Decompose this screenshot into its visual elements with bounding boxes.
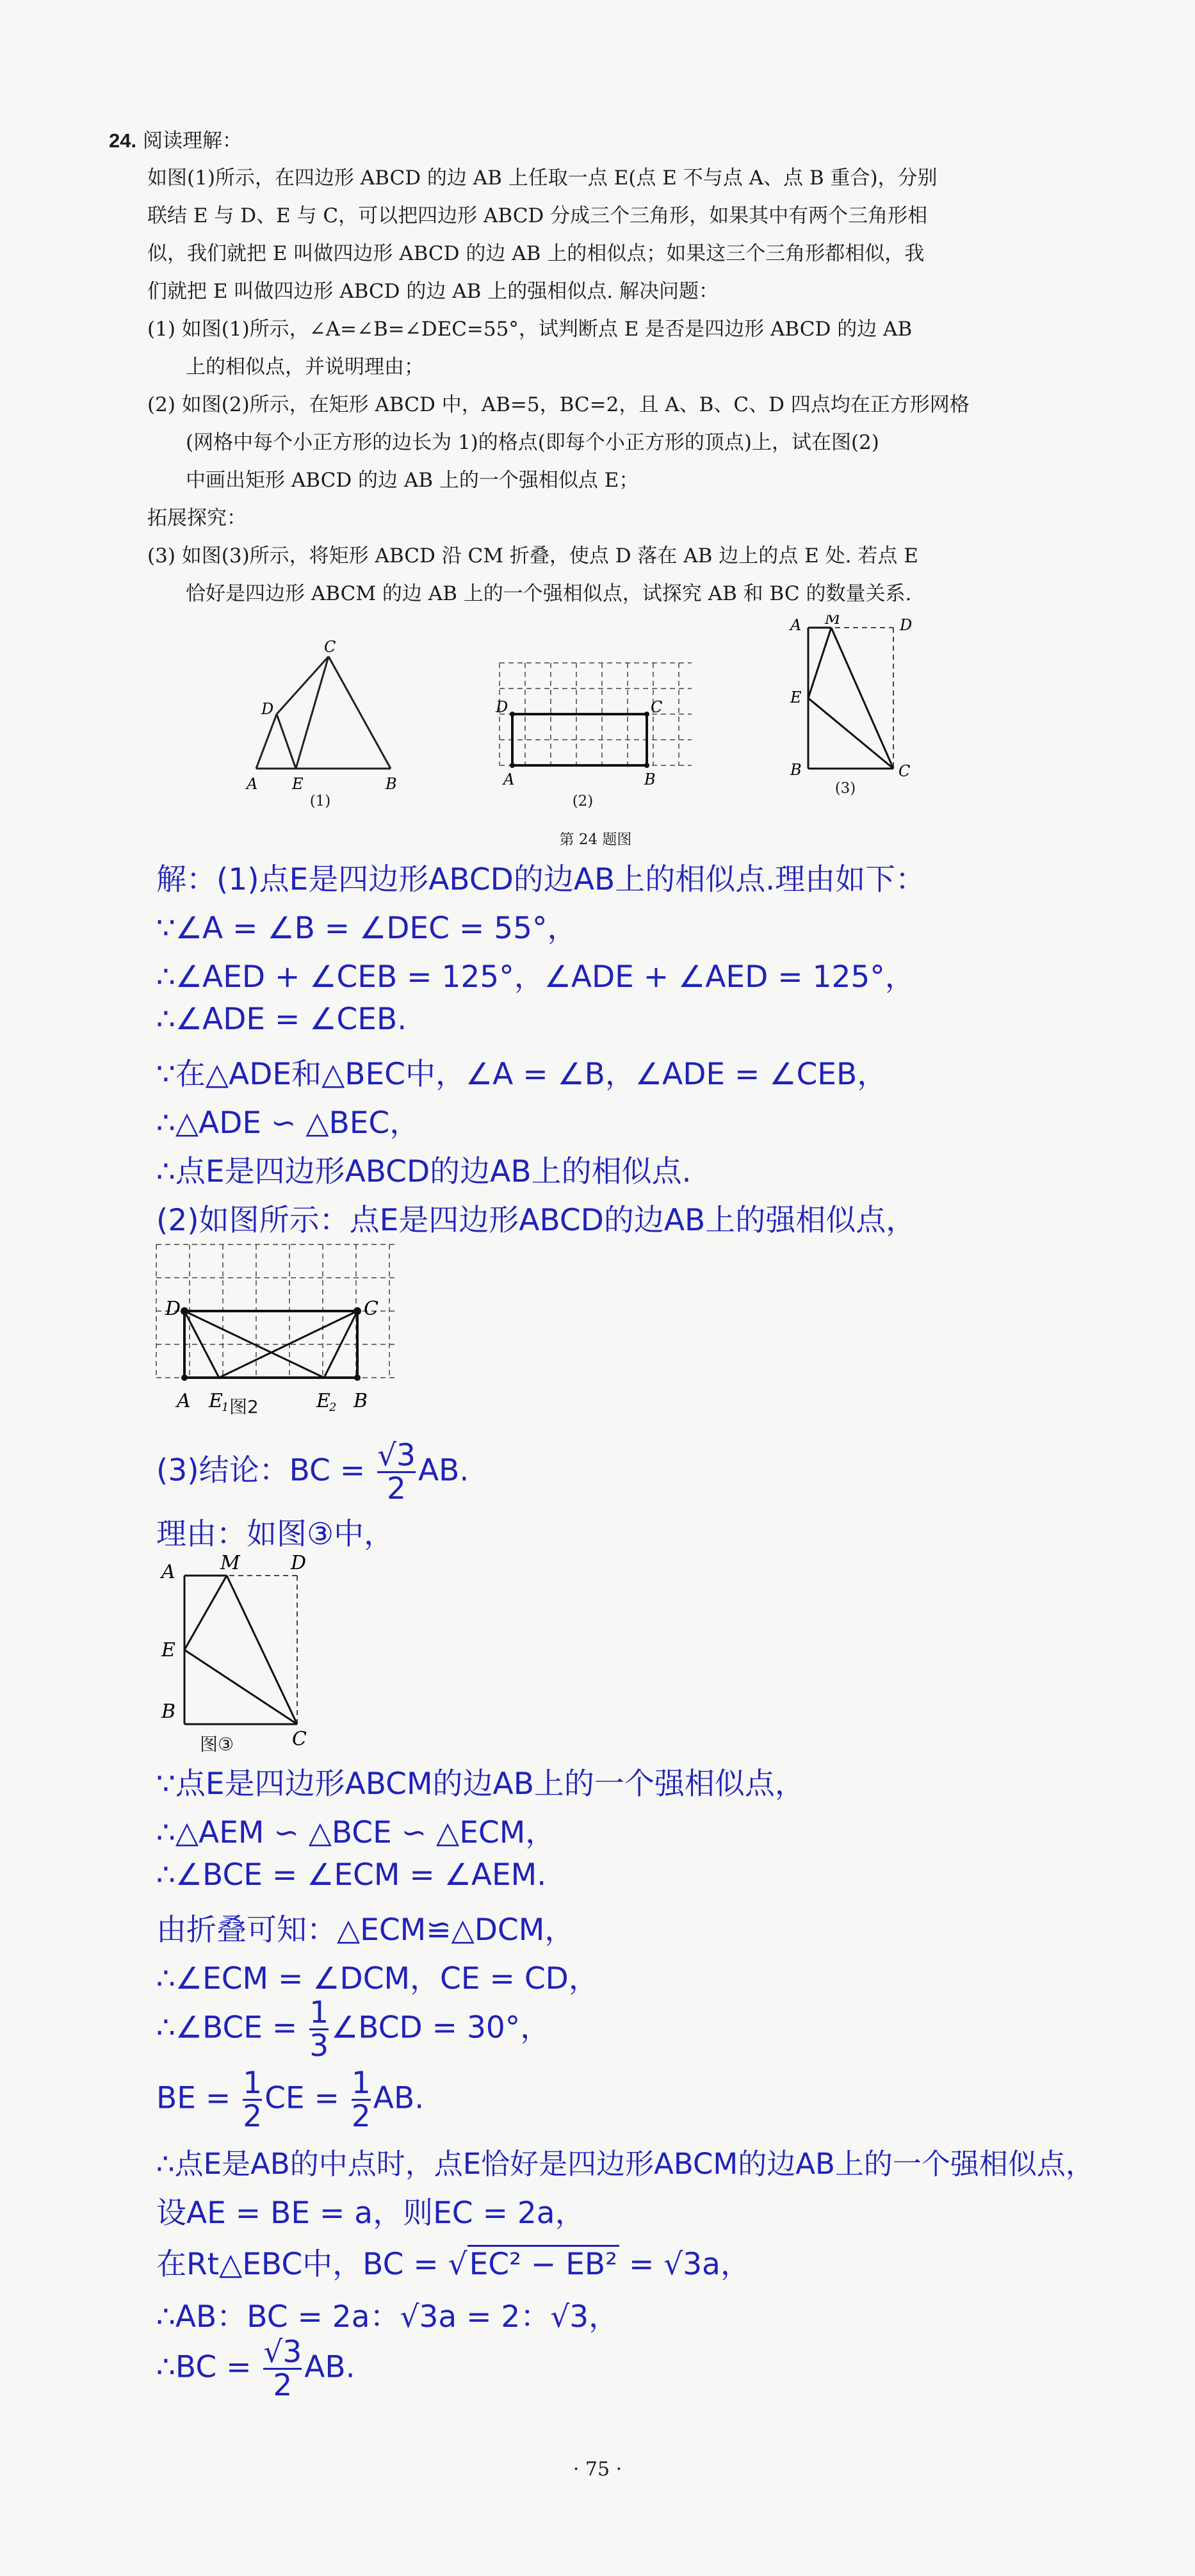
figure-3-caption: (3) — [834, 780, 856, 797]
svg-text:B: B — [386, 775, 397, 793]
svg-text:D: D — [496, 698, 508, 716]
solution-line-7: ∴点E是四边形ABCD的边AB上的相似点. — [156, 1154, 692, 1189]
radicand: EC² − EB² — [467, 2245, 619, 2282]
solution-figure-3-label: 图③ — [200, 1734, 234, 1755]
svg-text:E: E — [292, 775, 304, 793]
solution-line-16 — [156, 1997, 550, 2062]
svg-text:2: 2 — [329, 1401, 337, 1414]
svg-text:C: C — [651, 698, 663, 716]
svg-text:B: B — [790, 761, 802, 779]
fraction-sqrt3-over-2-final — [263, 2336, 302, 2402]
question-line-1: 如图(1)所示，在四边形 ABCD 的边 AB 上任取一点 E(点 E 不与点 A、点 B 重合)，分别 — [147, 167, 938, 190]
figure-1-diagram — [243, 640, 410, 813]
solution-line-16-prefix: ∴∠BCE = — [156, 2010, 307, 2046]
solution-line-21: ∴AB：BC = 2a：√3a = 2：√3， — [156, 2299, 619, 2335]
svg-text:C: C — [364, 1298, 378, 1320]
fraction-1-over-2-first — [243, 2067, 262, 2133]
part2-line-2: (网格中每个小正方形的边长为 1)的格点(即每个小正方形的顶点)上，试在图(2) — [186, 431, 879, 454]
solution-figure-2 — [151, 1239, 407, 1431]
solution-line-13: ∴∠BCE = ∠ECM = ∠AEM. — [156, 1857, 547, 1893]
svg-text:E: E — [790, 689, 802, 706]
fraction-denominator: 2 — [243, 2099, 263, 2135]
page-number: · 75 · — [573, 2458, 622, 2481]
svg-text:D: D — [261, 700, 274, 718]
svg-text:D: D — [900, 616, 913, 634]
solution-line-5: ∵在△ADE和△BEC中，∠A = ∠B，∠ADE = ∠CEB， — [156, 1057, 888, 1092]
svg-text:B: B — [644, 770, 656, 788]
svg-text:M: M — [220, 1552, 240, 1574]
question-figure-3 — [781, 615, 935, 813]
question-title: 阅读理解： — [142, 129, 242, 152]
svg-text:E: E — [209, 1390, 223, 1412]
solution-line-17 — [156, 2067, 424, 2133]
solution-line-4: ∴∠ADE = ∠CEB. — [156, 1002, 407, 1037]
svg-text:A: A — [790, 616, 802, 634]
solution-line-14: 由折叠可知：△ECM≌△DCM， — [156, 1912, 575, 1948]
solution-line-17-c: AB. — [373, 2080, 425, 2116]
fraction-numerator: 1 — [351, 2066, 371, 2101]
figure-2-caption: (2) — [572, 793, 594, 810]
svg-text:M: M — [825, 615, 841, 628]
solution-line-15: ∴∠ECM = ∠DCM，CE = CD， — [156, 1961, 599, 1996]
fraction-denominator: 2 — [377, 1471, 416, 1504]
solution-line-17-a: BE = — [156, 2080, 241, 2116]
question-line-4: 们就把 E 叫做四边形 ABCD 的边 AB 上的强相似点. 解决问题： — [147, 280, 719, 303]
fraction-1-over-3 — [309, 1997, 329, 2062]
solution-line-18: ∴点E是AB的中点时，点E恰好是四边形ABCM的边AB上的一个强相似点， — [156, 2147, 1094, 2181]
solution-line-6: ∴△ADE ∽ △BEC， — [156, 1105, 420, 1141]
part3-line-1: (3) 如图(3)所示，将矩形 ABCD 沿 CM 折叠，使点 D 落在 AB 边上的点 E 处. 若点 E — [147, 544, 918, 567]
fraction-denominator: 2 — [263, 2368, 302, 2401]
solution-line-20-prefix: 在Rt△EBC中，BC = √ — [156, 2247, 467, 2282]
question-line-2: 联结 E 与 D、E 与 C，可以把四边形 ABCD 分成三个三角形，如果其中有两个三角形相 — [147, 204, 928, 227]
question-header — [109, 122, 242, 160]
svg-text:E: E — [161, 1639, 175, 1661]
fraction-numerator: √3 — [377, 1438, 416, 1473]
solution-line-1: 解：(1)点E是四边形ABCD的边AB上的相似点.理由如下： — [156, 862, 926, 897]
solution-line-11: ∵点E是四边形ABCM的边AB上的一个强相似点， — [156, 1766, 805, 1802]
svg-text:A: A — [177, 1390, 191, 1412]
fraction-denominator: 3 — [309, 2028, 329, 2064]
figure-title: 第 24 题图 — [559, 831, 632, 848]
solution-figure-3-diagram — [151, 1550, 318, 1755]
fraction-sqrt3-over-2 — [377, 1440, 416, 1505]
figure-1-caption: (1) — [309, 793, 331, 810]
svg-text:B: B — [354, 1390, 368, 1412]
fraction-numerator: 1 — [243, 2066, 263, 2101]
svg-text:A: A — [503, 770, 515, 788]
extension-heading: 拓展探究： — [147, 507, 247, 530]
solution-line-2: ∵∠A = ∠B = ∠DEC = 55°， — [156, 911, 578, 946]
part3-line-2: 恰好是四边形 ABCM 的边 AB 上的一个强相似点，试探究 AB 和 BC 的数量关系. — [186, 582, 912, 605]
solution-line-19: 设AE = BE = a，则EC = 2a， — [156, 2196, 585, 2231]
solution-line-22 — [156, 2336, 355, 2402]
question-figure-1 — [243, 640, 410, 813]
solution-line-10: 理由：如图③中， — [156, 1517, 394, 1552]
part2-line-1: (2) 如图(2)所示，在矩形 ABCD 中，AB=5，BC=2，且 A、B、C、D 四点均在正方形网格 — [147, 393, 970, 416]
fraction-numerator: √3 — [263, 2335, 302, 2370]
solution-figure-2-label: 图2 — [229, 1396, 259, 1417]
fraction-numerator: 1 — [309, 1995, 329, 2030]
figure-3-diagram — [781, 615, 935, 794]
solution-line-9 — [156, 1440, 469, 1505]
fraction-1-over-2-second — [352, 2067, 371, 2133]
solution-figure-3 — [151, 1550, 318, 1755]
figure-2-grid — [487, 653, 704, 801]
solution-line-9-prefix: (3)结论：BC = — [156, 1453, 375, 1488]
solution-line-22-prefix: ∴BC = — [156, 2349, 261, 2385]
svg-text:1: 1 — [222, 1401, 229, 1414]
fraction-denominator: 2 — [351, 2099, 371, 2135]
solution-line-16-suffix: ∠BCD = 30°， — [331, 2010, 551, 2046]
svg-text:B: B — [161, 1700, 176, 1723]
part1-line-2: 上的相似点，并说明理由； — [186, 355, 424, 379]
svg-text:A: A — [161, 1561, 175, 1583]
question-figure-2 — [487, 653, 704, 813]
solution-line-8: (2)如图所示：点E是四边形ABCD的边AB上的强相似点， — [156, 1203, 916, 1238]
solution-line-3: ∴∠AED + ∠CEB = 125°，∠ADE + ∠AED = 125°， — [156, 959, 915, 995]
solution-line-17-b: CE = — [264, 2080, 349, 2116]
svg-text:D: D — [165, 1298, 181, 1320]
solution-line-20-suffix: = √3a， — [619, 2247, 751, 2282]
solution-line-22-suffix: AB. — [304, 2349, 355, 2385]
solution-line-9-suffix: AB. — [418, 1453, 469, 1488]
svg-text:C: C — [324, 640, 336, 656]
svg-text:C: C — [898, 762, 911, 780]
solution-figure-2-grid — [151, 1239, 407, 1431]
part1-line-1: (1) 如图(1)所示，∠A=∠B=∠DEC=55°，试判断点 E 是否是四边形 ABCD 的边 AB — [147, 318, 913, 341]
solution-line-20 — [156, 2240, 751, 2283]
svg-text:A: A — [247, 775, 258, 793]
question-line-3: 似，我们就把 E 叫做四边形 ABCD 的边 AB 上的相似点；如果这三个三角形都相似，我 — [147, 242, 925, 265]
question-number: 24. — [109, 129, 137, 152]
svg-text:E: E — [316, 1390, 330, 1412]
solution-line-12: ∴△AEM ∽ △BCE ∽ △ECM， — [156, 1815, 556, 1850]
svg-text:D: D — [291, 1552, 307, 1574]
part2-line-3: 中画出矩形 ABCD 的边 AB 上的一个强相似点 E； — [186, 469, 639, 492]
svg-text:C: C — [292, 1728, 307, 1750]
question-block — [96, 122, 1095, 608]
